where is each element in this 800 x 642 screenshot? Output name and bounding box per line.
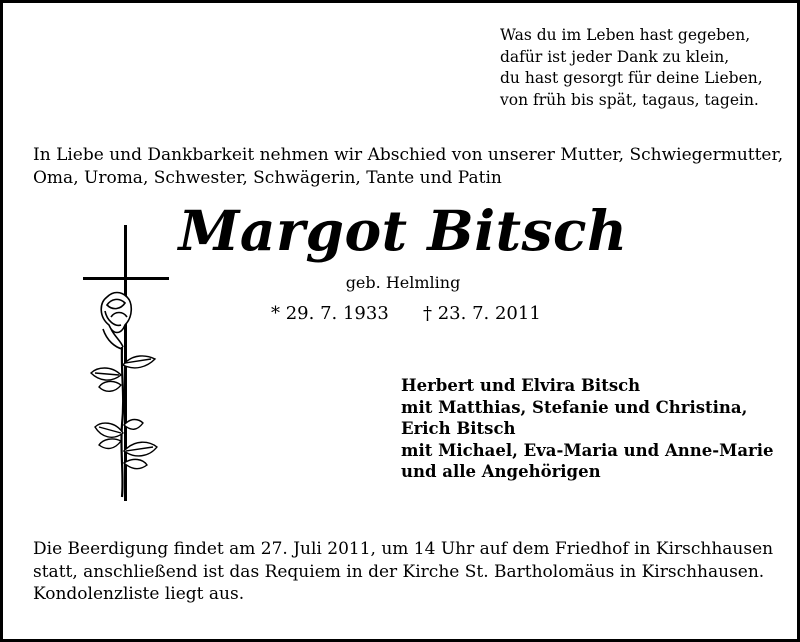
cross-with-rose-icon <box>81 225 171 505</box>
maiden-name: geb. Helmling <box>345 273 461 292</box>
intro-line: In Liebe und Dankbarkeit nehmen wir Abschied von unserer Mutter, Schwiegermutter, <box>33 145 784 165</box>
memorial-verse <box>500 25 763 111</box>
deceased-name: Margot Bitsch <box>178 198 628 263</box>
mourner-line: und alle Angehörigen <box>401 462 601 481</box>
verse-line: von früh bis spät, tagaus, tagein. <box>500 90 759 109</box>
mourner-line: mit Michael, Eva-Maria und Anne-Marie <box>401 440 774 460</box>
mourner-line: Erich Bitsch <box>401 419 516 438</box>
funeral-details <box>33 538 773 606</box>
farewell-intro <box>33 144 783 190</box>
funeral-line: statt, anschließend ist das Requiem in der Kirche St. Bartholomäus in Kirschhausen. <box>33 561 765 582</box>
mourner-line: Herbert und Elvira Bitsch <box>401 376 641 395</box>
verse-line: du hast gesorgt für deine Lieben, <box>500 69 763 87</box>
verse-line: dafür ist jeder Dank zu klein, <box>500 47 730 66</box>
mourner-line: mit Matthias, Stefanie und Christina, <box>401 397 748 417</box>
birth-date: * 29. 7. 1933 <box>271 303 389 324</box>
death-date: † 23. 7. 2011 <box>423 303 541 324</box>
intro-line: Oma, Uroma, Schwester, Schwägerin, Tante und Patin <box>33 168 502 188</box>
funeral-line: Die Beerdigung findet am 27. Juli 2011, um 14 Uhr auf dem Friedhof in Kirschhausen <box>33 539 774 559</box>
verse-line: Was du im Leben hast gegeben, <box>500 26 751 44</box>
funeral-line: Kondolenzliste liegt aus. <box>33 584 245 604</box>
mourners-list <box>401 375 774 483</box>
